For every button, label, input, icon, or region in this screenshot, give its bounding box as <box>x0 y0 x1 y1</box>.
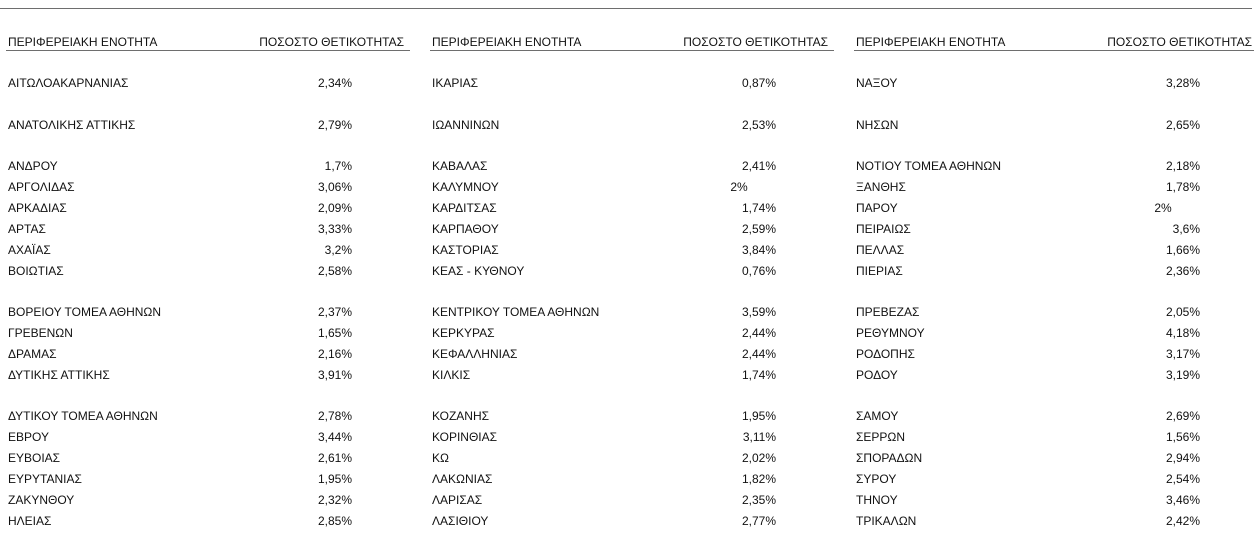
positivity-rate: 1,78% <box>1165 180 1200 194</box>
table-row <box>848 326 1254 347</box>
positivity-rate: 2,16% <box>317 347 352 361</box>
positivity-rate: 2% <box>730 180 748 194</box>
region-name: ΠΡΕΒΕΖΑΣ <box>856 305 920 319</box>
positivity-rate: 2,58% <box>317 264 352 278</box>
region-name: ΚΕΡΚΥΡΑΣ <box>432 326 495 340</box>
table-row <box>0 430 424 451</box>
positivity-rate: 3,28% <box>1165 76 1200 90</box>
table-row <box>424 243 848 264</box>
header-rule <box>854 50 1254 51</box>
region-name: ΔΥΤΙΚΟΥ ΤΟΜΕΑ ΑΘΗΝΩΝ <box>8 409 158 423</box>
positivity-rate: 2,41% <box>741 159 776 173</box>
table-row <box>848 201 1254 222</box>
region-name: ΣΥΡΟΥ <box>856 472 897 486</box>
column-header-region: ΠΕΡΙΦΕΡΕΙΑΚΗ ΕΝΟΤΗΤΑ <box>856 35 1006 49</box>
region-name: ΚΑΡΔΙΤΣΑΣ <box>432 201 497 215</box>
column-header-region: ΠΕΡΙΦΕΡΕΙΑΚΗ ΕΝΟΤΗΤΑ <box>432 35 582 49</box>
table-row <box>424 222 848 243</box>
positivity-rate: 2,34% <box>317 76 352 90</box>
region-name: ΒΟΡΕΙΟΥ ΤΟΜΕΑ ΑΘΗΝΩΝ <box>8 305 162 319</box>
table-row <box>848 368 1254 389</box>
positivity-rate: 2,05% <box>1165 305 1200 319</box>
region-name: ΑΝΔΡΟΥ <box>8 159 58 173</box>
region-name: ΗΛΕΙΑΣ <box>8 514 52 528</box>
region-name: ΠΕΛΛΑΣ <box>856 243 905 257</box>
table-row <box>848 243 1254 264</box>
table-row <box>424 472 848 493</box>
positivity-rate: 3,17% <box>1165 347 1200 361</box>
table-row <box>0 243 424 264</box>
region-name: ΠΑΡΟΥ <box>856 201 898 215</box>
table-row <box>424 264 848 285</box>
region-name: ΚΟΡΙΝΘΙΑΣ <box>432 430 498 444</box>
positivity-rate: 1,74% <box>741 201 776 215</box>
table-column-3 <box>848 0 1254 529</box>
region-name: ΛΑΣΙΘΙΟΥ <box>432 514 489 528</box>
table-row <box>424 201 848 222</box>
positivity-rate: 2,02% <box>741 451 776 465</box>
table-row <box>848 493 1254 514</box>
table-row <box>0 222 424 243</box>
positivity-rate: 1,66% <box>1165 243 1200 257</box>
table-row <box>848 347 1254 368</box>
table-row <box>0 326 424 347</box>
table-row <box>424 368 848 389</box>
region-name: ΚΕΑΣ - ΚΥΘΝΟΥ <box>432 264 525 278</box>
region-name: ΙΩΑΝΝΙΝΩΝ <box>432 118 500 132</box>
region-name: ΚΑΛΥΜΝΟΥ <box>432 180 499 194</box>
positivity-rate: 0,76% <box>741 264 776 278</box>
positivity-rate: 2,37% <box>317 305 352 319</box>
table-row <box>0 180 424 201</box>
table-row <box>424 347 848 368</box>
positivity-rate: 2% <box>1154 201 1172 215</box>
region-name: ΤΗΝΟΥ <box>856 493 898 507</box>
header-rule <box>430 50 834 51</box>
region-name: ΚΕΝΤΡΙΚΟΥ ΤΟΜΕΑ ΑΘΗΝΩΝ <box>432 305 600 319</box>
table-row <box>0 451 424 472</box>
region-name: ΕΒΡΟΥ <box>8 430 49 444</box>
table-row <box>848 76 1254 97</box>
region-name: ΣΑΜΟΥ <box>856 409 899 423</box>
region-name: ΓΡΕΒΕΝΩΝ <box>8 326 73 340</box>
region-name: ΚΑΡΠΑΘΟΥ <box>432 222 499 236</box>
positivity-rate: 3,59% <box>741 305 776 319</box>
positivity-rate: 3,6% <box>1172 222 1200 236</box>
region-name: ΤΡΙΚΑΛΩΝ <box>856 514 917 528</box>
table-row <box>848 264 1254 285</box>
region-name: ΖΑΚΥΝΘΟΥ <box>8 493 75 507</box>
table-row <box>848 180 1254 201</box>
region-name: ΕΥΡΥΤΑΝΙΑΣ <box>8 472 82 486</box>
region-name: ΕΥΒΟΙΑΣ <box>8 451 61 465</box>
region-name: ΝΟΤΙΟΥ ΤΟΜΕΑ ΑΘΗΝΩΝ <box>856 159 1002 173</box>
region-name: ΙΚΑΡΙΑΣ <box>432 76 479 90</box>
table-row <box>0 118 424 139</box>
table-row <box>0 305 424 326</box>
region-name: ΔΥΤΙΚΗΣ ΑΤΤΙΚΗΣ <box>8 368 110 382</box>
table-row <box>848 305 1254 326</box>
table-row <box>0 368 424 389</box>
table-row <box>424 305 848 326</box>
positivity-rate: 3,2% <box>324 243 352 257</box>
table-row <box>848 409 1254 430</box>
positivity-rate: 2,61% <box>317 451 352 465</box>
region-name: ΚΑΣΤΟΡΙΑΣ <box>432 243 499 257</box>
table-row <box>424 159 848 180</box>
table-row <box>424 451 848 472</box>
region-name: ΑΡΚΑΔΙΑΣ <box>8 201 67 215</box>
positivity-rate: 4,18% <box>1165 326 1200 340</box>
column-header-rate: ΠΟΣΟΣΤΟ ΘΕΤΙΚΟΤΗΤΑΣ <box>259 35 404 49</box>
positivity-rate: 2,65% <box>1165 118 1200 132</box>
positivity-rate: 1,82% <box>741 472 776 486</box>
table-row <box>0 472 424 493</box>
region-name: ΚΙΛΚΙΣ <box>432 368 471 382</box>
table-row <box>848 222 1254 243</box>
positivity-rate: 1,65% <box>317 326 352 340</box>
table-row <box>0 409 424 430</box>
table-row <box>848 159 1254 180</box>
positivity-rate: 2,18% <box>1165 159 1200 173</box>
region-name: ΒΟΙΩΤΙΑΣ <box>8 264 64 278</box>
table-column-1 <box>0 0 424 529</box>
positivity-rate: 2,69% <box>1165 409 1200 423</box>
table-row <box>424 180 848 201</box>
positivity-rate: 3,11% <box>742 430 776 444</box>
region-name: ΚΩ <box>432 451 449 465</box>
region-name: ΑΧΑΪΑΣ <box>8 243 51 257</box>
positivity-rate: 2,54% <box>1165 472 1200 486</box>
region-name: ΠΙΕΡΙΑΣ <box>856 264 903 278</box>
table-row <box>424 326 848 347</box>
positivity-rate: 2,42% <box>1165 514 1200 528</box>
region-name: ΛΑΚΩΝΙΑΣ <box>432 472 493 486</box>
region-name: ΞΑΝΘΗΣ <box>856 180 906 194</box>
table-row <box>424 493 848 514</box>
region-name: ΣΕΡΡΩΝ <box>856 430 906 444</box>
positivity-rate: 2,44% <box>741 347 776 361</box>
region-name: ΔΡΑΜΑΣ <box>8 347 57 361</box>
region-name: ΡΟΔΟΥ <box>856 368 898 382</box>
positivity-rate: 2,44% <box>741 326 776 340</box>
positivity-rate: 3,84% <box>741 243 776 257</box>
positivity-rate: 2,79% <box>317 118 352 132</box>
region-name: ΑΡΓΟΛΙΔΑΣ <box>8 180 75 194</box>
positivity-rate: 1,74% <box>741 368 776 382</box>
region-name: ΑΙΤΩΛΟΑΚΑΡΝΑΝΙΑΣ <box>8 76 129 90</box>
positivity-rate: 3,44% <box>317 430 352 444</box>
region-name: ΑΝΑΤΟΛΙΚΗΣ ΑΤΤΙΚΗΣ <box>8 118 136 132</box>
table-row <box>848 430 1254 451</box>
positivity-rate: 3,33% <box>317 222 352 236</box>
positivity-rate: 2,85% <box>317 514 352 528</box>
positivity-rate: 2,32% <box>317 493 352 507</box>
region-name: ΠΕΙΡΑΙΩΣ <box>856 222 911 236</box>
region-name: ΚΟΖΑΝΗΣ <box>432 409 490 423</box>
positivity-rate: 1,95% <box>317 472 352 486</box>
table-row <box>0 347 424 368</box>
table-row <box>0 159 424 180</box>
region-name: ΣΠΟΡΑΔΩΝ <box>856 451 923 465</box>
table-row <box>848 472 1254 493</box>
positivity-rate: 2,09% <box>317 201 352 215</box>
region-name: ΝΑΞΟΥ <box>856 76 898 90</box>
positivity-rate: 2,77% <box>741 514 776 528</box>
positivity-rate: 1,56% <box>1165 430 1200 444</box>
table-row <box>0 76 424 97</box>
positivity-rate: 3,91% <box>317 368 352 382</box>
positivity-rate: 1,7% <box>324 159 352 173</box>
table-row <box>848 118 1254 139</box>
region-name: ΛΑΡΙΣΑΣ <box>432 493 483 507</box>
header-rule <box>6 50 410 51</box>
table-row <box>848 451 1254 472</box>
table-row <box>0 201 424 222</box>
positivity-rate: 2,78% <box>317 409 352 423</box>
table-row <box>424 76 848 97</box>
column-header-rate: ΠΟΣΟΣΤΟ ΘΕΤΙΚΟΤΗΤΑΣ <box>1107 35 1252 49</box>
positivity-rate: 2,94% <box>1165 451 1200 465</box>
table-row <box>848 514 1254 535</box>
region-name: ΡΟΔΟΠΗΣ <box>856 347 915 361</box>
table-row <box>424 514 848 535</box>
region-name: ΚΑΒΑΛΑΣ <box>432 159 488 173</box>
positivity-rate: 1,95% <box>741 409 776 423</box>
table-row <box>0 264 424 285</box>
table-row <box>424 430 848 451</box>
table-row <box>0 514 424 535</box>
column-header-rate: ΠΟΣΟΣΤΟ ΘΕΤΙΚΟΤΗΤΑΣ <box>683 35 828 49</box>
column-header-region: ΠΕΡΙΦΕΡΕΙΑΚΗ ΕΝΟΤΗΤΑ <box>8 35 158 49</box>
region-name: ΡΕΘΥΜΝΟΥ <box>856 326 925 340</box>
positivity-rate: 2,36% <box>1165 264 1200 278</box>
region-name: ΚΕΦΑΛΛΗΝΙΑΣ <box>432 347 518 361</box>
table-row <box>424 409 848 430</box>
positivity-rate: 3,19% <box>1165 368 1200 382</box>
region-name: ΑΡΤΑΣ <box>8 222 46 236</box>
positivity-rate: 0,87% <box>741 76 776 90</box>
table-row <box>0 493 424 514</box>
positivity-rate: 2,59% <box>741 222 776 236</box>
positivity-rate: 2,35% <box>741 493 776 507</box>
table-column-2 <box>424 0 848 529</box>
region-name: ΝΗΣΩΝ <box>856 118 899 132</box>
positivity-rate: 2,53% <box>741 118 776 132</box>
positivity-rate: 3,46% <box>1165 493 1200 507</box>
positivity-rate: 3,06% <box>317 180 352 194</box>
table-row <box>424 118 848 139</box>
